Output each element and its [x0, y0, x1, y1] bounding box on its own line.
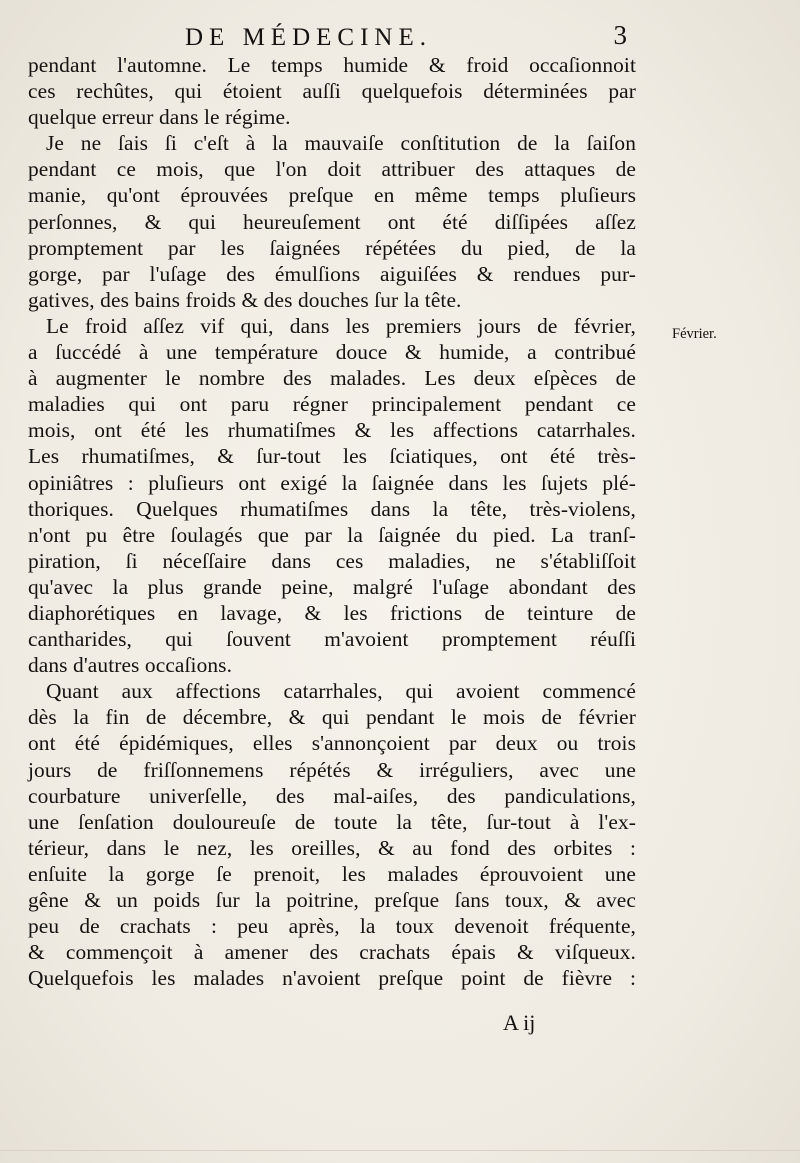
text-line: thoriques. Quelques rhumatiſmes dans la tête, très-violens,	[28, 496, 636, 521]
text-line: gatives, des bains froids & des douches ſur la tête.	[28, 287, 462, 312]
text-line: opiniâtres : pluſieurs ont exigé la ſaignée dans les ſujets plé-	[28, 470, 636, 495]
text-line: à augmenter le nombre des malades. Les deux eſpèces de	[28, 366, 636, 391]
text-line: mois, ont été les rhumatiſmes & les affections catarrhales.	[28, 418, 636, 443]
text-line: piration, ſi néceſſaire dans ces maladies, ne s'établiſſoit	[28, 548, 636, 573]
signature-mark: A ij	[503, 1010, 536, 1035]
text-line: ces rechûtes, qui étoient auſſi quelquefois déterminées par	[28, 79, 636, 104]
text-line: térieur, dans le nez, les oreilles, & au fond des orbites :	[28, 835, 636, 860]
text-line: enſuite la gorge ſe prenoit, les malades éprouvoient une	[28, 861, 636, 886]
text-line: Le froid aſſez vif qui, dans les premiers jours de février,	[46, 313, 636, 338]
page-edge	[0, 1150, 800, 1151]
text-line: cantharides, qui ſouvent m'avoient promptement réuſſi	[28, 627, 636, 652]
text-line: maladies qui ont paru régner principalement pendant ce	[28, 392, 636, 417]
text-line: Je ne ſais ſi c'eſt à la mauvaiſe conſtitution de la ſaiſon	[46, 131, 636, 156]
page-number: 3	[613, 20, 627, 50]
text-line: n'ont pu être ſoulagés que par la ſaignée du pied. La tranſ-	[28, 522, 636, 547]
text-line: Les rhumatiſmes, & ſur-tout les ſciatiques, ont été très-	[28, 444, 636, 469]
text-line: dès la fin de décembre, & qui pendant le mois de février	[28, 705, 636, 730]
text-line: quelque erreur dans le régime.	[28, 105, 291, 130]
text-line: courbature univerſelle, des mal-aiſes, des pandiculations,	[28, 783, 636, 808]
text-line: peu de crachats : peu après, la toux devenoit fréquente,	[28, 914, 636, 939]
text-line: manie, qu'ont éprouvées preſque en même temps pluſieurs	[28, 183, 636, 208]
text-line: gorge, par l'uſage des émulſions aiguiſées & rendues pur-	[28, 261, 636, 286]
text-line: ont été épidémiques, elles s'annonçoient par deux ou trois	[28, 731, 636, 756]
running-title: DE MÉDECINE.	[185, 24, 432, 51]
text-line: une ſenſation douloureuſe de toute la tête, ſur-tout à l'ex-	[28, 809, 636, 834]
text-line: jours de friſſonnemens répétés & irréguliers, avec une	[28, 757, 636, 782]
text-line: dans d'autres occaſions.	[28, 653, 233, 678]
text-line: promptement par les ſaignées répétées du pied, de la	[28, 235, 636, 260]
text-line: & commençoit à amener des crachats épais & viſqueux.	[28, 940, 636, 965]
text-line: a ſuccédé à une température douce & humide, a contribué	[28, 340, 636, 365]
body-text	[28, 52, 636, 991]
text-line: perſonnes, & qui heureuſement ont été diſſipées aſſez	[28, 209, 636, 234]
text-line: diaphorétiques en lavage, & les frictions de teinture de	[28, 600, 636, 625]
text-line: Quant aux affections catarrhales, qui avoient commencé	[46, 679, 636, 704]
text-line: pendant l'automne. Le temps humide & froid occaſionnoit	[28, 53, 636, 77]
text-line: Quelquefois les malades n'avoient preſque point de fièvre :	[28, 966, 636, 991]
text-line: pendant ce mois, que l'on doit attribuer des attaques de	[28, 157, 636, 182]
marginal-note: Février.	[672, 326, 717, 342]
text-line: qu'avec la plus grande peine, malgré l'uſage abondant des	[28, 574, 636, 599]
text-line: gêne & un poids ſur la poitrine, preſque ſans toux, & avec	[28, 888, 636, 912]
